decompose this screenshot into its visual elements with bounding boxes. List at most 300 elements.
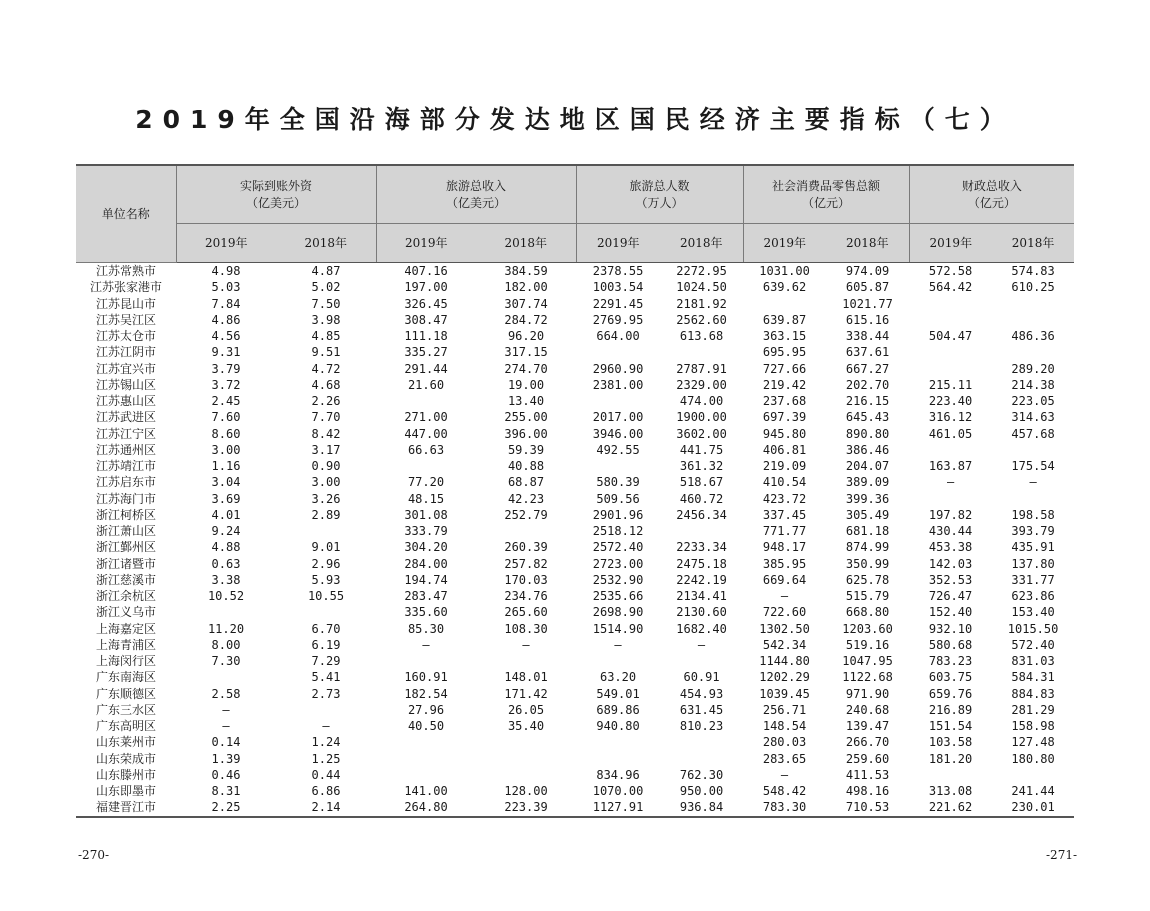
table-cell: 3946.00 — [592, 426, 644, 441]
header-group-tourist-count: 旅游总人数 （万人） — [576, 165, 743, 224]
table-cell: 7.70 — [311, 410, 341, 425]
table-cell: 175.54 — [1011, 459, 1055, 474]
table-cell: 66.63 — [407, 442, 445, 457]
page-title: 2019年全国沿海部分发达地区国民经济主要指标（七） — [135, 105, 1015, 134]
table-cell: 667.27 — [845, 361, 890, 376]
row-unit-name: 广东高明区 — [95, 719, 156, 734]
table-cell: 27.96 — [407, 702, 445, 717]
table-cell: 85.30 — [407, 621, 445, 636]
table-cell: 1203.60 — [842, 621, 893, 636]
row-unit-name: 广东顺德区 — [95, 686, 156, 701]
row-unit-name: 江苏通州区 — [95, 442, 156, 457]
table-cell: 4.86 — [211, 312, 241, 327]
table-cell: 152.40 — [928, 605, 973, 620]
table-cell: 1024.50 — [676, 280, 727, 295]
table-cell: 580.39 — [596, 475, 640, 490]
table-cell: – — [780, 767, 789, 782]
table-cell: 831.03 — [1011, 654, 1055, 669]
table-cell: – — [946, 475, 955, 490]
table-cell: 204.07 — [845, 459, 890, 474]
table-cell: 21.60 — [407, 377, 445, 392]
header-year: 2018年 — [276, 224, 376, 263]
header-year: 2018年 — [476, 224, 576, 263]
table-cell: 447.00 — [404, 426, 448, 441]
table-cell: 281.29 — [1011, 702, 1055, 717]
table-row — [76, 377, 1074, 393]
table-cell — [576, 393, 660, 409]
table-cell: 509.56 — [596, 491, 640, 506]
table-cell: 3.98 — [311, 312, 341, 327]
table-cell: 26.05 — [507, 702, 545, 717]
table-cell: 1.16 — [211, 459, 241, 474]
table-cell: 681.18 — [845, 524, 890, 539]
table-cell: 605.87 — [845, 280, 890, 295]
table-cell: 256.71 — [762, 702, 807, 717]
table-cell: 519.16 — [845, 637, 890, 652]
row-unit-name: 江苏张家港市 — [89, 280, 162, 295]
table-row — [76, 426, 1074, 442]
table-row — [76, 637, 1074, 653]
table-cell: 2.25 — [176, 799, 276, 816]
table-cell: 40.88 — [507, 459, 545, 474]
table-row — [76, 669, 1074, 685]
table-cell: 198.58 — [1011, 507, 1055, 522]
table-cell: – — [614, 637, 622, 652]
table-cell: 3.17 — [311, 442, 341, 457]
table-cell: 308.47 — [404, 312, 448, 327]
table-row — [76, 751, 1074, 767]
table-cell: 0.46 — [211, 767, 241, 782]
table-cell: 2572.40 — [592, 540, 644, 555]
header-unit-name: 单位名称 — [76, 165, 176, 263]
row-unit-name: 山东荣成市 — [95, 751, 156, 766]
table-cell: 580.68 — [928, 637, 973, 652]
table-cell: 1047.95 — [842, 654, 893, 669]
table-cell: 689.86 — [596, 702, 640, 717]
table-cell: 572.40 — [1011, 637, 1055, 652]
table-cell: 2.58 — [211, 686, 241, 701]
table-row — [76, 263, 1074, 280]
table-cell: 234.76 — [504, 589, 548, 604]
table-cell: 4.85 — [311, 329, 341, 344]
table-cell: 40.50 — [407, 719, 445, 734]
table-cell — [176, 669, 276, 685]
table-cell: 639.87 — [762, 312, 807, 327]
table-cell: 940.80 — [596, 719, 640, 734]
table-cell: 384.59 — [504, 264, 548, 279]
table-cell — [660, 344, 743, 360]
table-cell — [576, 751, 660, 767]
table-cell: 695.95 — [762, 345, 807, 360]
table-row — [76, 409, 1074, 425]
page-number-right: -271- — [1046, 848, 1078, 862]
table-cell: 338.44 — [845, 329, 890, 344]
row-unit-name: 江苏江宁区 — [95, 426, 156, 441]
table-cell — [909, 767, 992, 783]
table-cell: 163.87 — [928, 459, 973, 474]
table-cell — [576, 344, 660, 360]
table-cell: 284.72 — [504, 312, 548, 327]
table-cell: 2242.19 — [676, 572, 727, 587]
table-cell: 1039.45 — [759, 686, 810, 701]
table-cell — [909, 296, 992, 312]
table-cell: 48.15 — [407, 491, 445, 506]
table-cell: 950.00 — [679, 784, 724, 799]
table-cell: 9.24 — [211, 524, 241, 539]
table-cell: 260.39 — [504, 540, 548, 555]
table-cell: 8.42 — [311, 426, 341, 441]
table-cell: 727.66 — [762, 361, 807, 376]
table-cell: 613.68 — [679, 329, 724, 344]
table-cell — [576, 458, 660, 474]
row-unit-name: 浙江萧山区 — [95, 524, 156, 539]
table-cell: 932.10 — [928, 621, 973, 636]
table-cell: 142.03 — [928, 556, 973, 571]
table-cell: 2378.55 — [592, 264, 644, 279]
table-cell: 572.58 — [928, 264, 973, 279]
table-cell — [176, 604, 276, 620]
row-unit-name: 山东莱州市 — [95, 735, 156, 750]
table-row — [76, 621, 1074, 637]
table-cell: 60.91 — [683, 670, 720, 685]
table-cell: 180.80 — [1011, 751, 1055, 766]
table-cell — [476, 734, 576, 750]
header-year: 2018年 — [826, 224, 909, 263]
table-cell: 936.84 — [660, 799, 743, 816]
row-unit-name: 浙江义乌市 — [95, 605, 156, 620]
table-cell: 3.79 — [211, 361, 241, 376]
table-cell: 141.00 — [404, 784, 448, 799]
table-cell: – — [322, 719, 330, 734]
table-cell — [476, 523, 576, 539]
table-cell: 219.42 — [762, 377, 807, 392]
table-cell: 257.82 — [504, 556, 548, 571]
table-cell — [376, 767, 476, 783]
table-cell: 726.47 — [928, 589, 973, 604]
table-cell: 197.00 — [404, 280, 448, 295]
table-cell: 214.38 — [1011, 377, 1055, 392]
table-cell: – — [697, 637, 706, 652]
page-number-left: -270- — [78, 848, 110, 862]
table-cell: 5.03 — [211, 280, 241, 295]
table-cell: 11.20 — [207, 621, 245, 636]
table-cell: 457.68 — [1011, 426, 1055, 441]
table-cell: 8.31 — [211, 784, 241, 799]
table-cell: 971.90 — [845, 686, 890, 701]
table-cell — [276, 523, 376, 539]
table-cell: 158.98 — [1011, 719, 1055, 734]
table-cell: 623.86 — [1011, 589, 1055, 604]
table-cell: 389.09 — [845, 475, 890, 490]
table-cell: 197.82 — [928, 507, 973, 522]
table-cell: 2723.00 — [592, 556, 644, 571]
table-row — [76, 279, 1074, 295]
table-cell — [909, 344, 992, 360]
table-cell: 574.83 — [1011, 264, 1055, 279]
row-unit-name: 江苏常熟市 — [95, 264, 156, 279]
table-row — [76, 474, 1074, 490]
table-cell: 435.91 — [1011, 540, 1055, 555]
table-cell: 0.63 — [211, 556, 241, 571]
table-cell — [992, 344, 1074, 360]
table-cell: 2329.00 — [676, 377, 727, 392]
table-cell — [576, 734, 660, 750]
table-cell: 2532.90 — [592, 572, 644, 587]
table-cell: 1031.00 — [759, 264, 810, 279]
table-cell: 326.45 — [404, 296, 448, 311]
table-row — [76, 296, 1074, 312]
table-cell: 659.76 — [928, 686, 973, 701]
table-cell: 3.04 — [211, 475, 241, 490]
table-cell: 2562.60 — [676, 312, 727, 327]
table-cell: 7.50 — [311, 296, 341, 311]
table-cell: 148.54 — [762, 719, 807, 734]
table-cell: 13.40 — [507, 394, 545, 409]
table-cell: 454.93 — [679, 686, 724, 701]
table-cell: 1.25 — [311, 751, 341, 766]
table-cell: 363.15 — [762, 329, 807, 344]
row-unit-name: 浙江余杭区 — [95, 589, 156, 604]
table-cell: 2.45 — [211, 394, 241, 409]
table-cell: 2.73 — [311, 686, 341, 701]
row-unit-name: 山东即墨市 — [95, 784, 156, 799]
table-cell: 304.20 — [404, 540, 448, 555]
table-cell: 305.49 — [845, 507, 890, 522]
table-cell: – — [422, 637, 430, 652]
table-cell: 1.24 — [311, 735, 341, 750]
table-cell: 637.61 — [845, 345, 890, 360]
header-group-tourism-revenue: 旅游总收入 （亿美元） — [376, 165, 576, 224]
table-cell: 333.79 — [404, 524, 448, 539]
table-cell: – — [222, 719, 230, 734]
table-cell: 625.78 — [845, 572, 890, 587]
table-cell: 181.20 — [928, 751, 973, 766]
row-unit-name: 福建晋江市 — [76, 799, 176, 816]
table-cell: 5.02 — [311, 280, 341, 295]
table-cell: 548.42 — [762, 784, 807, 799]
table-cell: 7.30 — [211, 654, 241, 669]
table-cell — [476, 751, 576, 767]
table-cell: 182.54 — [404, 686, 448, 701]
table-cell: 314.63 — [1011, 410, 1055, 425]
table-cell: 1144.80 — [759, 654, 810, 669]
table-row — [76, 588, 1074, 604]
row-unit-name: 浙江柯桥区 — [95, 507, 156, 522]
table-row — [76, 767, 1074, 783]
table-cell: 1682.40 — [676, 621, 727, 636]
table-cell: 4.01 — [211, 507, 241, 522]
table-cell: 9.01 — [311, 540, 341, 555]
row-unit-name: 江苏太仓市 — [95, 329, 156, 344]
table-cell: 3.26 — [311, 491, 341, 506]
table-cell: 2787.91 — [676, 361, 727, 376]
table-row — [76, 344, 1074, 360]
table-cell: 350.99 — [845, 556, 890, 571]
row-unit-name: 广东三水区 — [95, 702, 156, 717]
table-cell: 722.60 — [762, 605, 807, 620]
table-cell: 504.47 — [928, 329, 973, 344]
row-unit-name: 上海青浦区 — [95, 637, 156, 652]
table-cell: 255.00 — [504, 410, 548, 425]
table-cell: 230.01 — [992, 799, 1074, 816]
table-cell — [376, 458, 476, 474]
table-cell: 783.23 — [928, 654, 973, 669]
table-cell: 283.47 — [404, 589, 448, 604]
table-cell: 10.52 — [207, 589, 245, 604]
table-cell: 307.74 — [504, 296, 548, 311]
table-cell: 6.70 — [311, 621, 341, 636]
table-cell: 385.95 — [762, 556, 807, 571]
indicator-table — [76, 164, 1074, 818]
table-cell: 4.87 — [311, 264, 341, 279]
row-unit-name: 江苏启东市 — [95, 475, 156, 490]
table-cell: 19.00 — [507, 377, 545, 392]
table-cell: 0.44 — [311, 767, 341, 782]
row-unit-name: 江苏靖江市 — [95, 459, 156, 474]
table-cell — [376, 734, 476, 750]
table-cell: 331.77 — [1011, 572, 1055, 587]
table-cell: 1122.68 — [842, 670, 893, 685]
table-cell: 2.26 — [311, 394, 341, 409]
table-cell: 1021.77 — [842, 296, 893, 311]
table-cell: 215.11 — [928, 377, 973, 392]
table-cell: 139.47 — [845, 719, 890, 734]
table-row — [76, 539, 1074, 555]
table-cell — [376, 653, 476, 669]
table-cell: 564.42 — [928, 280, 973, 295]
table-row — [76, 686, 1074, 702]
table-cell: 2475.18 — [676, 556, 727, 571]
table-cell: 219.09 — [762, 459, 807, 474]
table-cell — [476, 767, 576, 783]
header-group-foreign-investment: 实际到账外资 （亿美元） — [176, 165, 376, 224]
table-cell: 2134.41 — [676, 589, 727, 604]
table-cell: 615.16 — [845, 312, 890, 327]
table-cell: 153.40 — [1011, 605, 1055, 620]
table-cell: 518.67 — [679, 475, 724, 490]
table-cell: 240.68 — [845, 702, 890, 717]
table-cell — [992, 491, 1074, 507]
table-cell: 1900.00 — [676, 410, 727, 425]
table-cell: 884.83 — [1011, 686, 1055, 701]
table-cell: 410.54 — [762, 475, 807, 490]
table-cell — [909, 442, 992, 458]
table-cell: 264.80 — [376, 799, 476, 816]
table-cell: 1003.54 — [592, 280, 644, 295]
table-row — [76, 702, 1074, 718]
table-cell: 241.44 — [1011, 784, 1055, 799]
row-unit-name: 江苏锡山区 — [95, 377, 156, 392]
table-cell: 631.45 — [679, 702, 724, 717]
table-cell: 274.70 — [504, 361, 548, 376]
table-cell: 2769.95 — [592, 312, 644, 327]
table-cell: – — [522, 637, 530, 652]
table-cell: 603.75 — [928, 670, 973, 685]
table-cell: 313.08 — [928, 784, 973, 799]
table-cell: 1015.50 — [1007, 621, 1059, 636]
table-cell: 266.70 — [845, 735, 890, 750]
table-cell: 7.60 — [211, 410, 241, 425]
table-cell — [660, 653, 743, 669]
table-cell: 4.68 — [311, 377, 341, 392]
table-cell: 1302.50 — [759, 621, 810, 636]
table-cell: 386.46 — [845, 442, 890, 457]
table-cell: 710.53 — [826, 799, 909, 816]
row-unit-name: 浙江慈溪市 — [95, 572, 156, 587]
table-cell: 280.03 — [762, 735, 807, 750]
table-cell: 108.30 — [504, 621, 548, 636]
table-cell: 2.89 — [311, 507, 341, 522]
table-cell: 335.60 — [404, 605, 448, 620]
table-cell — [660, 523, 743, 539]
table-cell: 337.45 — [762, 507, 807, 522]
table-cell: 289.20 — [1011, 361, 1055, 376]
table-cell: 96.20 — [507, 329, 545, 344]
table-cell: 460.72 — [679, 491, 724, 506]
header-year: 2019年 — [176, 224, 276, 263]
table-cell: 59.39 — [507, 442, 545, 457]
table-cell: 669.64 — [762, 572, 807, 587]
table-cell: – — [222, 702, 230, 717]
table-cell: 170.03 — [504, 572, 548, 587]
table-cell — [909, 491, 992, 507]
table-cell: 3.00 — [211, 442, 241, 457]
table-cell: 4.72 — [311, 361, 341, 376]
table-cell: 5.41 — [311, 670, 341, 685]
row-unit-name: 江苏宜兴市 — [95, 361, 156, 376]
table-row — [76, 442, 1074, 458]
table-row — [76, 734, 1074, 750]
table-cell: 639.62 — [762, 280, 807, 295]
table-cell: 221.62 — [909, 799, 992, 816]
table-cell: 407.16 — [404, 264, 448, 279]
table-cell: 335.27 — [404, 345, 448, 360]
table-cell: 645.43 — [845, 410, 890, 425]
table-cell: 5.93 — [311, 572, 341, 587]
table-cell: 194.74 — [404, 572, 448, 587]
table-cell: 2130.60 — [676, 605, 727, 620]
table-cell: 406.81 — [762, 442, 807, 457]
table-cell — [376, 393, 476, 409]
table-cell: 128.00 — [504, 784, 548, 799]
table-cell: 103.58 — [928, 735, 973, 750]
table-cell: 461.05 — [928, 426, 973, 441]
table-cell: 515.79 — [845, 589, 890, 604]
table-cell: 498.16 — [845, 784, 890, 799]
table-cell: 182.00 — [504, 280, 548, 295]
table-row — [76, 653, 1074, 669]
table-cell — [909, 312, 992, 328]
table-cell — [992, 296, 1074, 312]
table-cell: 2535.66 — [592, 589, 644, 604]
table-cell: 430.44 — [928, 524, 973, 539]
table-cell: 1070.00 — [592, 784, 644, 799]
row-unit-name: 江苏昆山市 — [95, 296, 156, 311]
table-cell: 111.18 — [404, 329, 448, 344]
table-cell: 2.96 — [311, 556, 341, 571]
table-cell — [992, 442, 1074, 458]
table-cell: 492.55 — [596, 442, 640, 457]
row-unit-name: 山东滕州市 — [95, 767, 156, 782]
table-cell: 3.72 — [211, 377, 241, 392]
table-cell — [909, 361, 992, 377]
table-cell: 171.42 — [504, 686, 548, 701]
table-cell: 223.40 — [928, 394, 973, 409]
table-cell: 945.80 — [762, 426, 807, 441]
table-cell: 2901.96 — [592, 507, 644, 522]
table-row — [76, 361, 1074, 377]
table-row — [76, 783, 1074, 799]
